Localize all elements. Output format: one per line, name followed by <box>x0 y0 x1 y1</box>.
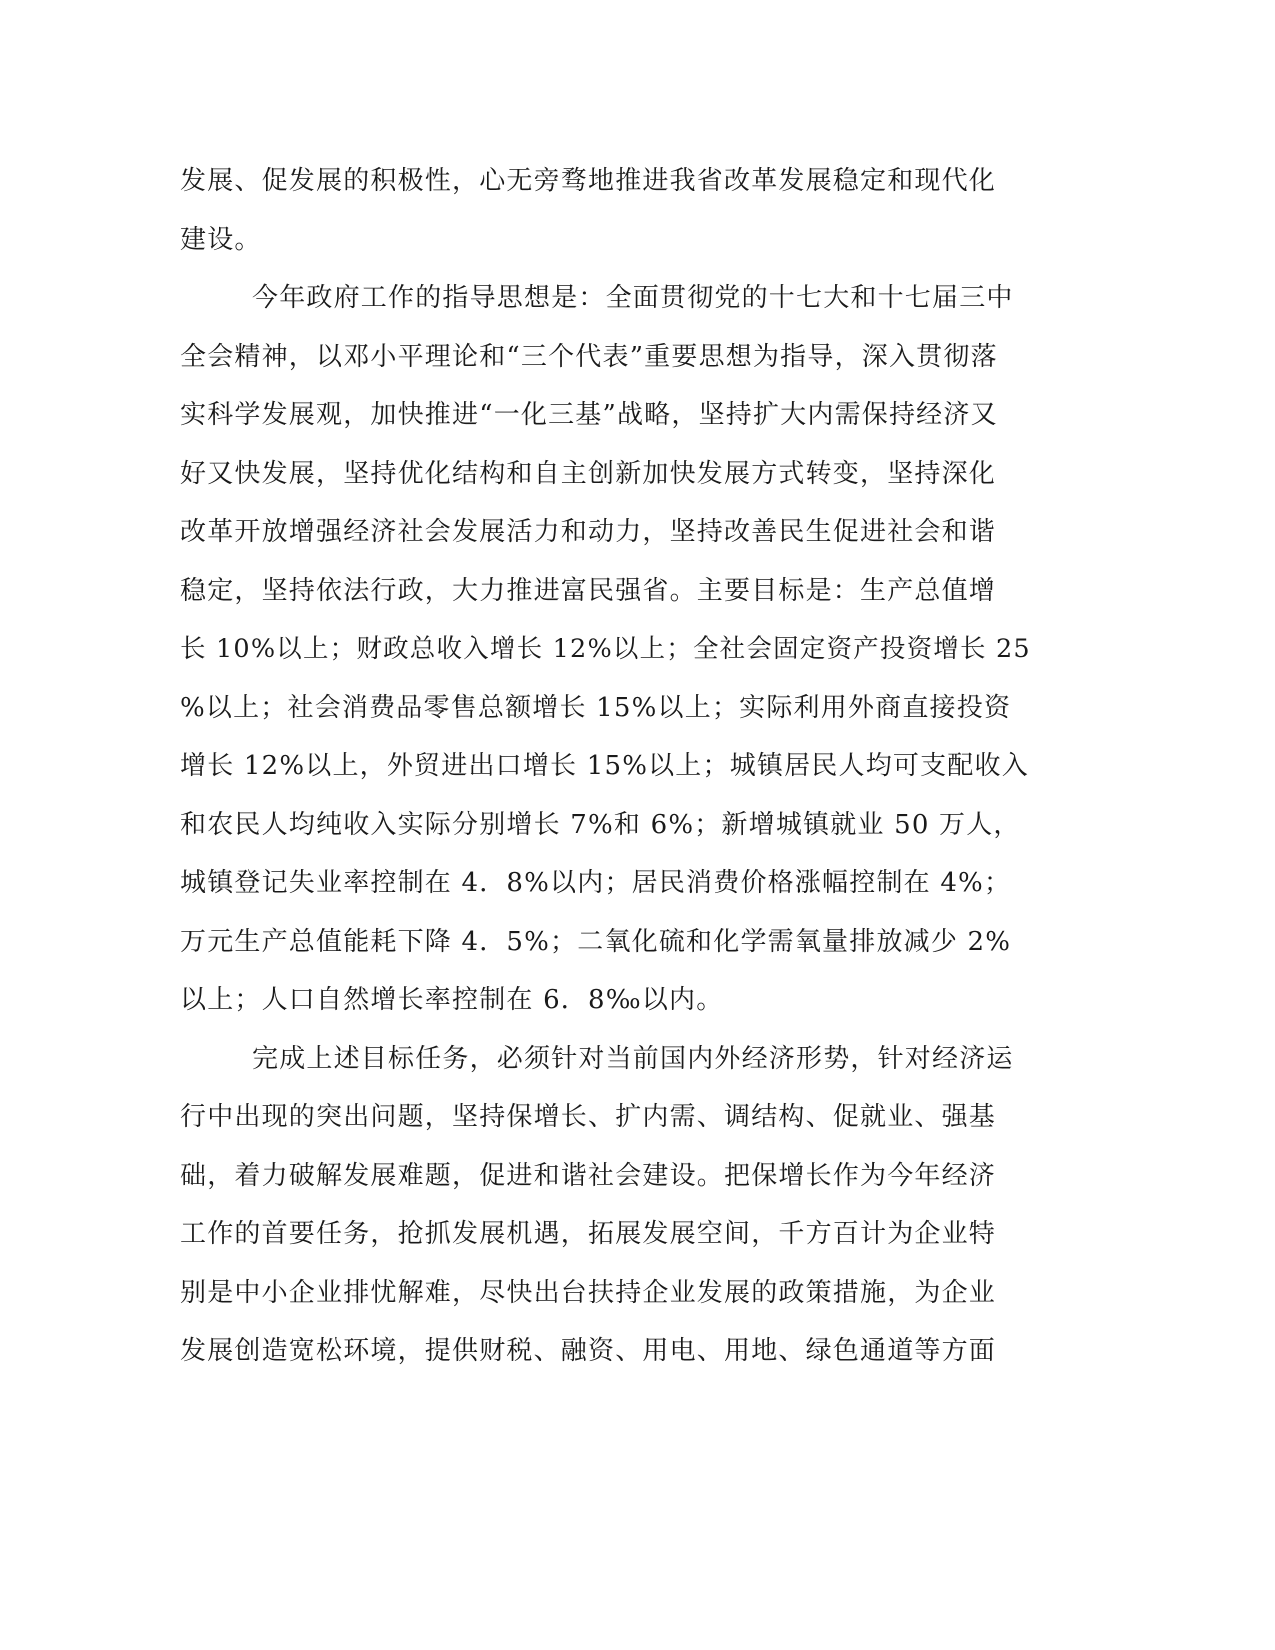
text-line-3: 今年政府工作的指导思想是：全面贯彻党的十七大和十七届三中 <box>252 283 1014 313</box>
text-line-7: 改革开放增强经济社会发展活力和动力，坚持改善民生促进社会和谐 <box>180 517 997 547</box>
text-line-8: 稳定，坚持依法行政，大力推进富民强省。主要目标是：生产总值增 <box>180 575 997 606</box>
text-line-18: 础，着力破解发展难题，促进和谐社会建设。把保增长作为今年经济 <box>180 1160 997 1191</box>
text-line-4: 全会精神，以邓小平理论和“三个代表”重要思想为指导，深入贯彻落 <box>180 341 998 372</box>
text-line-20: 别是中小企业排忧解难，尽快出台扶持企业发展的政策措施，为企业 <box>180 1277 997 1308</box>
text-line-17: 行中出现的突出问题，坚持保增长、扩内需、调结构、促就业、强基 <box>180 1102 997 1132</box>
text-line-11: 增长 12%以上，外贸进出口增长 15%以上；城镇居民人均可支配收入 <box>180 751 1029 781</box>
text-line-6: 好又快发展，坚持优化结构和自主创新加快发展方式转变，坚持深化 <box>180 458 997 489</box>
text-line-13: 城镇登记失业率控制在 4．8%以内；居民消费价格涨幅控制在 4%； <box>180 868 1012 898</box>
text-line-14: 万元生产总值能耗下降 4．5%；二氧化硫和化学需氧量排放减少 2% <box>180 926 1012 957</box>
text-line-19: 工作的首要任务，抢抓发展机遇，拓展发展空间，千方百计为企业特 <box>180 1219 997 1249</box>
body-text <box>180 152 1040 1381</box>
text-line-10: %以上；社会消费品零售总额增长 15%以上；实际利用外商直接投资 <box>180 692 1012 723</box>
text-line-9: 长 10%以上；财政总收入增长 12%以上；全社会固定资产投资增长 25 <box>180 634 1031 664</box>
text-line-16: 完成上述目标任务，必须针对当前国内外经济形势，针对经济运 <box>252 1043 1014 1074</box>
text-line-5: 实科学发展观，加快推进“一化三基”战略，坚持扩大内需保持经济又 <box>180 400 998 430</box>
text-line-15: 以上；人口自然增长率控制在 6．8‰以内。 <box>180 985 724 1015</box>
text-line-2: 建设。 <box>180 224 262 255</box>
text-line-21: 发展创造宽松环境，提供财税、融资、用电、用地、绿色通道等方面 <box>180 1336 997 1366</box>
text-line-1: 发展、促发展的积极性，心无旁骛地推进我省改革发展稳定和现代化 <box>180 166 997 196</box>
text-line-12: 和农民人均纯收入实际分别增长 7%和 6%；新增城镇就业 50 万人， <box>180 809 1021 840</box>
